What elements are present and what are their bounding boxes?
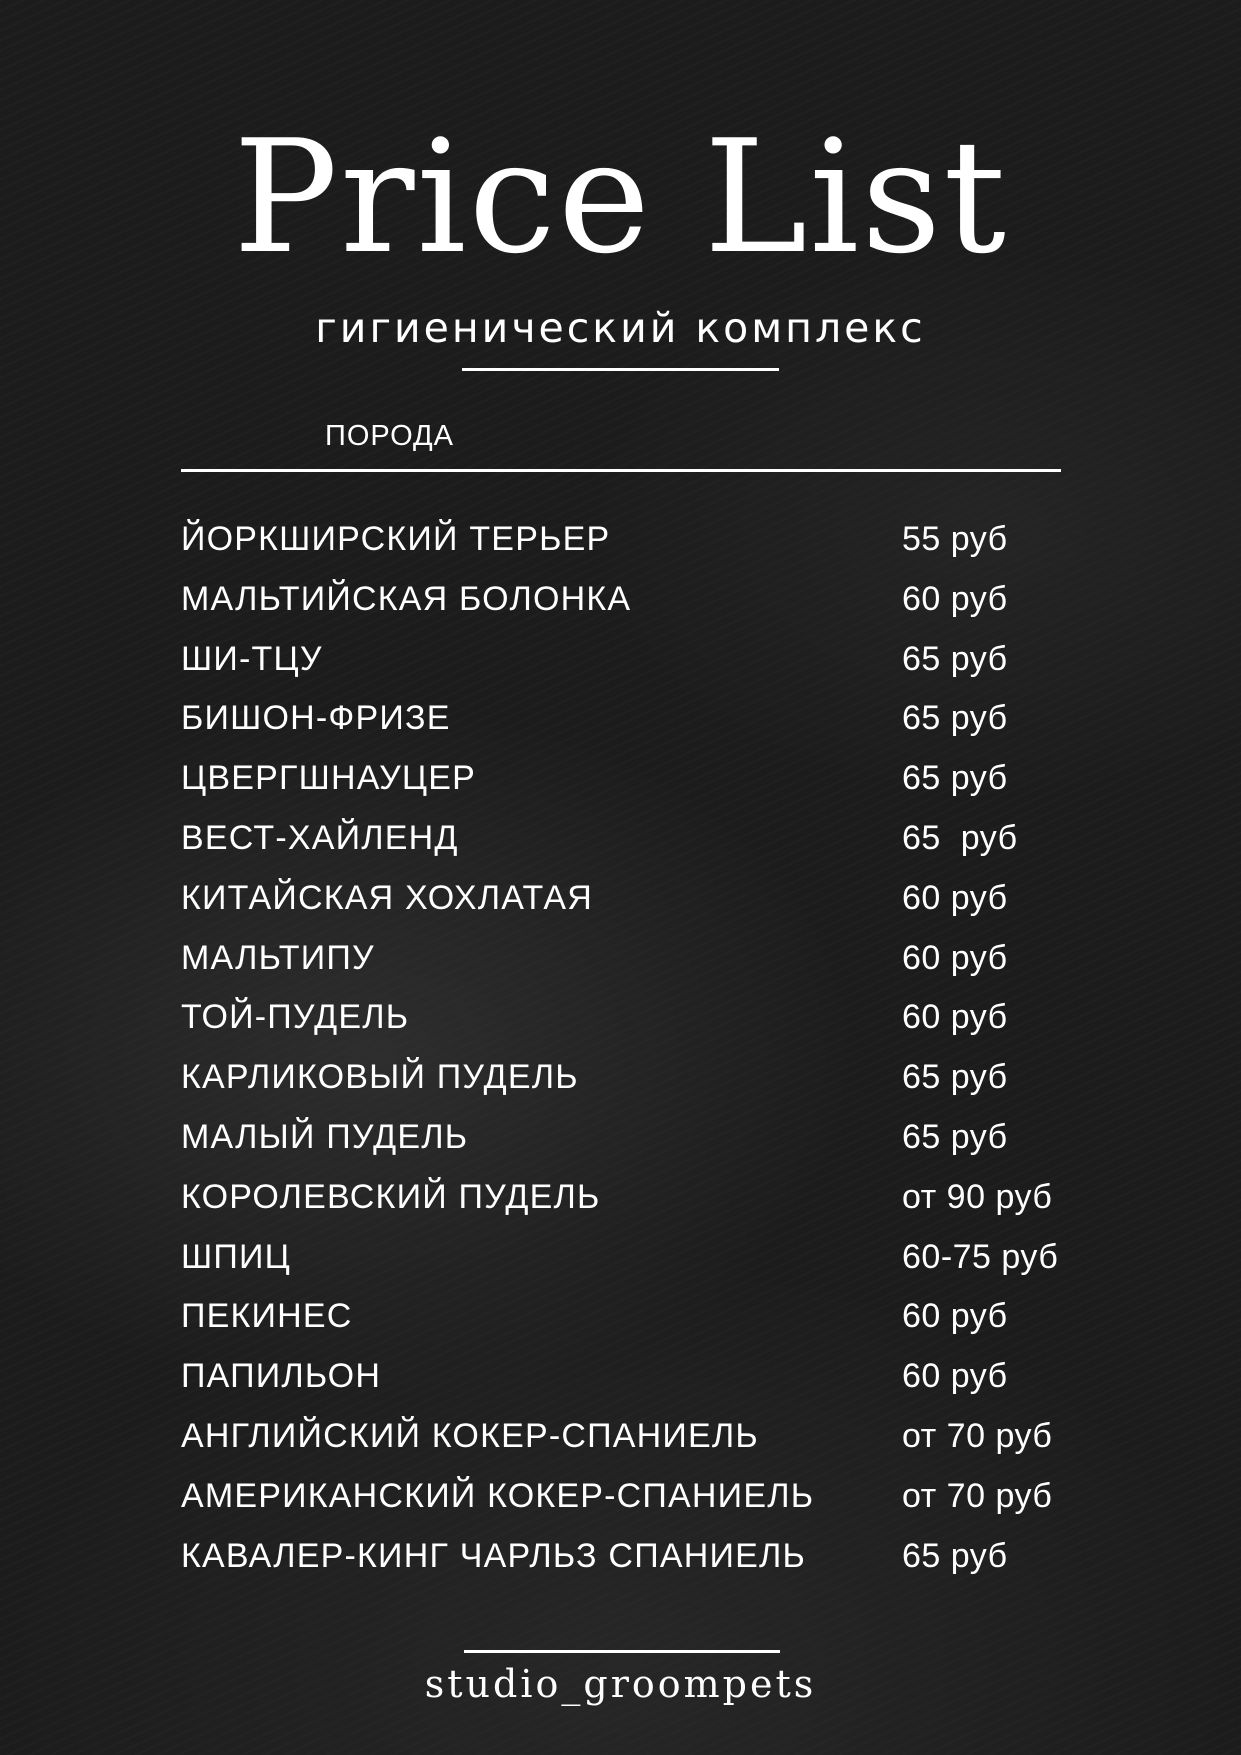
breed-price: 55 руб [902,520,1008,558]
breed-name: БИШОН-ФРИЗЕ [181,699,451,738]
list-item [181,1352,1081,1400]
list-item [181,1292,1081,1340]
breed-price: 65 руб [902,1536,1008,1575]
breed-name: ЦВЕРГШНАУЦЕР [181,759,476,798]
breed-price: 65 руб [902,819,1018,857]
breed-name: МАЛЫЙ ПУДЕЛЬ [181,1118,469,1156]
breed-price: 60-75 руб [902,1237,1059,1276]
list-item [181,934,1081,982]
breed-name: КАРЛИКОВЫЙ ПУДЕЛЬ [181,1058,579,1097]
breed-price: 65 руб [902,1058,1008,1097]
breed-name: ЙОРКШИРСКИЙ ТЕРЬЕР [181,520,611,558]
list-item [181,1233,1081,1281]
list-item [181,1532,1081,1580]
breed-name: МАЛЬТИЙСКАЯ БОЛОНКА [181,579,632,618]
list-item [181,1412,1081,1460]
breed-price: 60 руб [902,938,1008,977]
list-item [181,1113,1081,1161]
breed-name: ТОЙ-ПУДЕЛЬ [181,998,410,1037]
breed-name: КОРОЛЕВСКИЙ ПУДЕЛЬ [181,1177,601,1216]
breed-name: АМЕРИКАНСКИЙ КОКЕР-СПАНИЕЛЬ [181,1476,815,1515]
breed-price: от 70 руб [902,1417,1053,1455]
list-item [181,874,1081,922]
breed-name: КИТАЙСКАЯ ХОХЛАТАЯ [181,878,593,917]
breed-name: ВЕСТ-ХАЙЛЕНД [181,819,459,857]
list-item [181,1472,1081,1520]
breed-price: 65 руб [902,639,1008,678]
list-item [181,515,1081,563]
breed-column-header: ПОРОДА [325,420,455,452]
breed-name: КАВАЛЕР-КИНГ ЧАРЛЬЗ СПАНИЕЛЬ [181,1536,806,1575]
breed-name: ШПИЦ [181,1237,291,1276]
breed-name: МАЛЬТИПУ [181,938,375,977]
breed-price: 60 руб [902,579,1008,618]
page-subtitle: гигиенический комплекс [315,304,926,352]
list-item [181,993,1081,1041]
breed-price: 60 руб [902,1357,1008,1396]
footer-handle: studio_groompets [424,1662,817,1706]
footer-divider [464,1650,780,1653]
breed-name: ШИ-ТЦУ [181,639,323,678]
breed-price: 65 руб [902,759,1008,798]
breed-price: от 70 руб [902,1476,1053,1515]
list-item [181,1053,1081,1101]
breed-price: 60 руб [902,1297,1008,1336]
list-item [181,814,1081,862]
breed-price: 65 руб [902,1118,1008,1156]
breed-price: 60 руб [902,998,1008,1037]
breed-name: АНГЛИЙСКИЙ КОКЕР-СПАНИЕЛЬ [181,1417,759,1455]
breed-price: 65 руб [902,699,1008,738]
list-item [181,754,1081,802]
list-item [181,694,1081,742]
breed-name: ПАПИЛЬОН [181,1357,382,1396]
list-item [181,575,1081,623]
list-item [181,1173,1081,1221]
breed-price: 60 руб [902,878,1008,917]
breed-price: от 90 руб [902,1177,1053,1216]
list-item [181,635,1081,683]
breed-name: ПЕКИНЕС [181,1297,353,1336]
page-title: Price List [233,106,1008,288]
